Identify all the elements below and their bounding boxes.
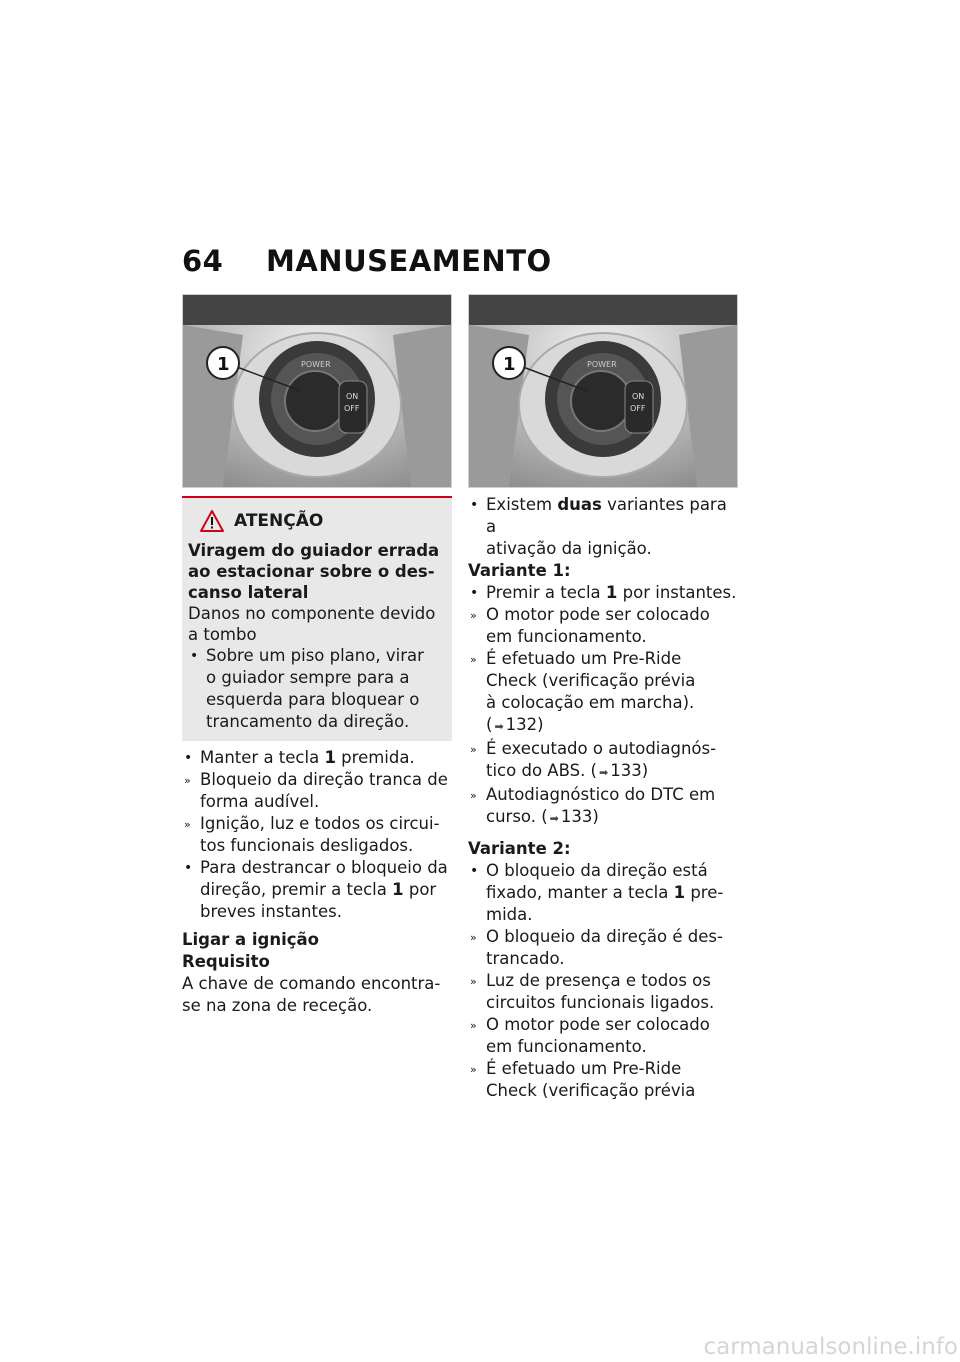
left-column — [182, 294, 452, 1017]
page-ref[interactable]: 133) — [610, 761, 649, 780]
warning-body: Danos no componente devido a tombo — [188, 604, 436, 644]
fig-on-text: ON — [346, 392, 359, 401]
list-item: » Ignição, luz e todos os circui- tos funcionais desligados. — [184, 814, 440, 855]
list-item: » É efetuado um Pre-Ride Check (verificação prévia — [470, 1059, 696, 1100]
fig-off-text: OFF — [630, 404, 646, 413]
variant-1-steps — [468, 582, 738, 830]
ignition-switch-figure-right — [468, 294, 738, 488]
page-ref[interactable]: 132) — [505, 715, 544, 734]
warning-instruction: • Sobre um piso plano, virar o guiador sempre para a esquerda para bloquear o trancamento da direção. — [190, 646, 424, 731]
page-ref-arrow-icon: ➡ — [599, 766, 609, 779]
warning-box — [182, 496, 452, 741]
fig-power-text: POWER — [301, 360, 331, 369]
warning-triangle-icon — [200, 510, 224, 532]
section-title: MANUSEAMENTO — [266, 244, 552, 278]
list-item: • O bloqueio da direção está fixado, manter a tecla 1 pre- mida. — [470, 861, 724, 924]
ignition-heading: Ligar a ignição — [182, 930, 319, 949]
right-column — [468, 294, 738, 1102]
warning-heading: Viragem do guiador errada ao estacionar sobre o des- canso lateral — [188, 541, 440, 602]
warning-title: ATENÇÃO — [188, 510, 446, 532]
list-item: » É executado o autodiagnós- tico do ABS. ( ➡ 133) — [470, 739, 717, 780]
page-ref[interactable]: 133) — [560, 807, 599, 826]
fig-power-text: POWER — [587, 360, 617, 369]
ignition-switch-figure-left — [182, 294, 452, 488]
page-number: 64 — [182, 244, 224, 278]
variant-2-steps — [468, 860, 738, 1102]
watermark: carmanualsonline.info — [703, 1334, 958, 1360]
fig-off-text: OFF — [344, 404, 360, 413]
fig-callout-label: 1 — [217, 354, 230, 375]
requirement-text: A chave de comando encontra- se na zona de receção. — [182, 974, 441, 1015]
left-steps — [182, 747, 452, 923]
right-intro — [468, 494, 738, 560]
variant-2-heading: Variante 2: — [468, 839, 571, 858]
list-item: • Manter a tecla 1 premida. — [184, 748, 415, 767]
list-item: • Premir a tecla 1 por instantes. — [470, 583, 737, 602]
list-item: » O motor pode ser colocado em funcionamento. — [470, 1015, 710, 1056]
page-ref-arrow-icon: ➡ — [494, 720, 504, 733]
requirement-heading: Requisito — [182, 952, 270, 971]
variant-1-heading: Variante 1: — [468, 561, 571, 580]
list-item: • Existem duas variantes para a ativação da ignição. — [470, 495, 727, 558]
list-item: » É efetuado um Pre-Ride Check (verificação prévia à colocação em marcha). ( ➡ 132) — [470, 649, 696, 734]
page-ref-arrow-icon: ➡ — [549, 812, 559, 825]
list-item: » O bloqueio da direção é des- trancado. — [470, 927, 723, 968]
list-item: » Bloqueio da direção tranca de forma audível. — [184, 770, 448, 811]
list-item: • Para destrancar o bloqueio da direção, premir a tecla 1 por breves instantes. — [184, 858, 448, 921]
list-item: » O motor pode ser colocado em funcionamento. — [470, 605, 710, 646]
list-item: » Autodiagnóstico do DTC em curso. ( ➡ 133) — [470, 785, 716, 826]
page-header — [182, 244, 552, 278]
fig-callout-label: 1 — [503, 354, 516, 375]
list-item: » Luz de presença e todos os circuitos funcionais ligados. — [470, 971, 715, 1012]
fig-on-text: ON — [632, 392, 645, 401]
